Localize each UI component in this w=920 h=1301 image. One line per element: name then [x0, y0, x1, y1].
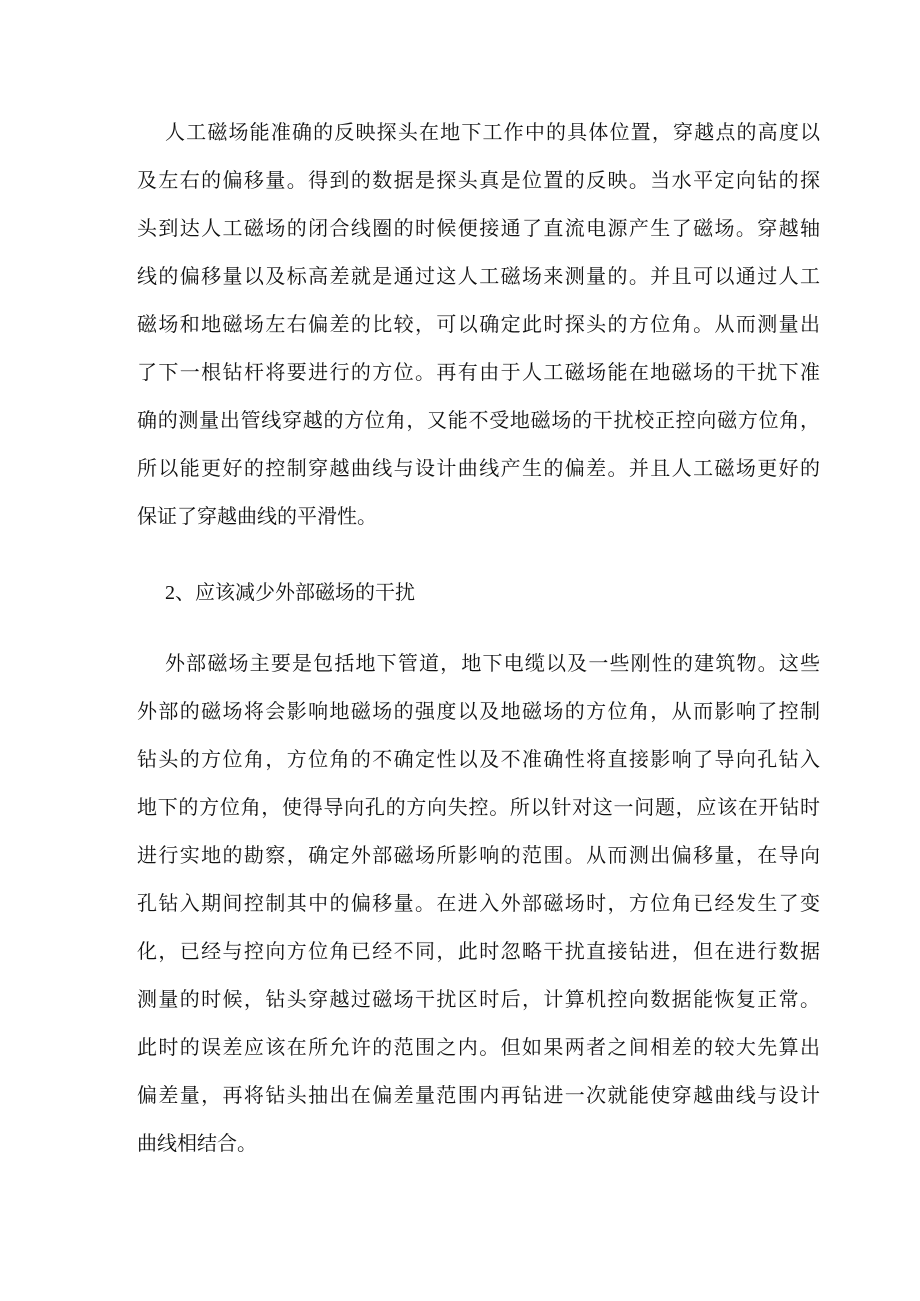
paragraph-artificial-magnetic-field [137, 109, 820, 541]
text-line: 磁场和地磁场左右偏差的比较，可以确定此时探头的方位角。从而测量出 [137, 314, 820, 336]
text-line: 外部磁场主要是包括地下管道，地下电缆以及一些刚性的建筑物。这些 [165, 653, 820, 675]
text-line: 偏差量，再将钻头抽出在偏差量范围内再钻进一次就能使穿越曲线与设计 [137, 1085, 820, 1107]
text-line: 地下的方位角，使得导向孔的方向失控。所以针对这一问题，应该在开钻时 [137, 797, 820, 819]
text-line: 测量的时候，钻头穿越过磁场干扰区时后，计算机控向数据能恢复正常。 [137, 989, 820, 1011]
text-line: 所以能更好的控制穿越曲线与设计曲线产生的偏差。并且人工磁场更好的 [137, 458, 820, 480]
text-line: 人工磁场能准确的反映探头在地下工作中的具体位置，穿越点的高度以 [165, 122, 820, 144]
section-heading: 2、应该减少外部磁场的干扰 [165, 582, 415, 604]
text-line: 曲线相结合。 [137, 1133, 257, 1155]
text-line: 此时的误差应该在所允许的范围之内。但如果两者之间相差的较大先算出 [137, 1037, 820, 1059]
paragraph-external-magnetic-field [137, 640, 820, 1168]
text-line: 了下一根钻杆将要进行的方位。再有由于人工磁场能在地磁场的干扰下准 [137, 362, 820, 384]
text-line: 化，已经与控向方位角已经不同，此时忽略干扰直接钻进，但在进行数据 [137, 941, 820, 963]
section-heading-block [137, 569, 820, 617]
text-line: 确的测量出管线穿越的方位角，又能不受地磁场的干扰校正控向磁方位角， [137, 410, 820, 432]
text-line: 头到达人工磁场的闭合线圈的时候便接通了直流电源产生了磁场。穿越轴 [137, 218, 820, 240]
text-line: 外部的磁场将会影响地磁场的强度以及地磁场的方位角，从而影响了控制 [137, 701, 820, 723]
text-line: 孔钻入期间控制其中的偏移量。在进入外部磁场时，方位角已经发生了变 [137, 893, 820, 915]
text-line: 钻头的方位角，方位角的不确定性以及不准确性将直接影响了导向孔钻入 [137, 749, 820, 771]
text-line: 进行实地的勘察，确定外部磁场所影响的范围。从而测出偏移量，在导向 [137, 845, 820, 867]
text-line: 保证了穿越曲线的平滑性。 [137, 506, 377, 528]
text-line: 及左右的偏移量。得到的数据是探头真是位置的反映。当水平定向钻的探 [137, 170, 820, 192]
text-line: 线的偏移量以及标高差就是通过这人工磁场来测量的。并且可以通过人工 [137, 266, 820, 288]
